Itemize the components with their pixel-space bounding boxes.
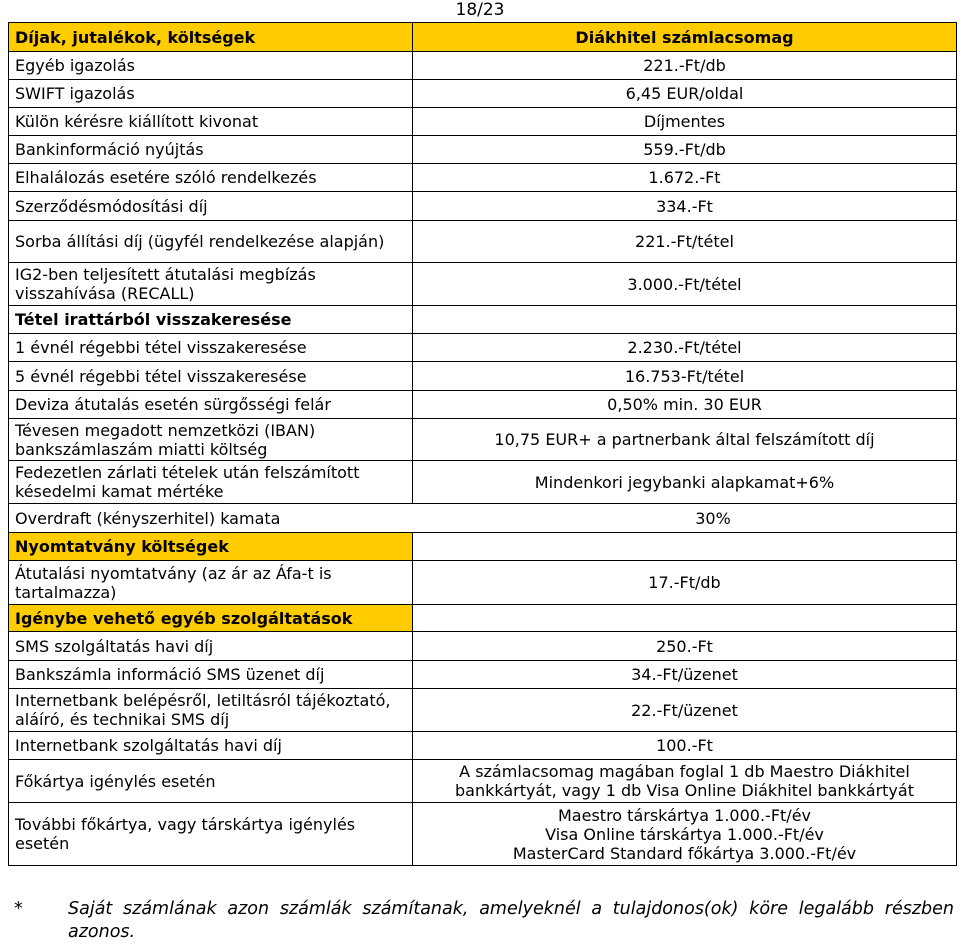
row-value: 22.-Ft/üzenet [413,689,957,732]
section-empty-cell [413,605,957,632]
row-label: Bankszámla információ SMS üzenet díj [9,661,413,689]
table-row [9,419,957,461]
row-label: SWIFT igazolás [9,80,413,108]
header-fees-label: Díjak, jutalékok, költségek [9,23,413,52]
table-row [9,263,957,306]
row-label: Tétel irattárból visszakeresése [9,306,413,334]
row-value: 221.-Ft/db [413,52,957,80]
section-title-other: Igénybe vehető egyéb szolgáltatások [9,605,413,632]
row-label: Bankinformáció nyújtás [9,136,413,164]
table-row [9,52,957,80]
card-extra-line-3: MasterCard Standard főkártya 3.000.-Ft/év [512,843,857,863]
footnote [14,898,954,944]
table-row [9,80,957,108]
table-row [9,108,957,136]
row-value: 34.-Ft/üzenet [413,661,957,689]
row-value: 2.230.-Ft/tétel [413,334,957,362]
row-label: 5 évnél régebbi tétel visszakeresése [9,362,413,391]
row-value: 6,45 EUR/oldal [413,80,957,108]
table-row [9,803,957,866]
row-value: 221.-Ft/tétel [413,221,957,263]
row-value: 17.-Ft/db [413,561,957,605]
row-label: IG2-ben teljesített átutalási megbízás visszahívása (RECALL) [9,263,413,306]
row-label: Internetbank belépésről, letiltásról tájékoztató, aláíró, és technikai SMS díj [9,689,413,732]
table-row [9,461,957,504]
table-row [9,561,957,605]
card-extra-line-1: Maestro társkártya 1.000.-Ft/év [558,805,811,825]
table-row [9,221,957,263]
section-title-print: Nyomtatvány költségek [9,533,413,561]
row-value: 559.-Ft/db [413,136,957,164]
table-row [9,689,957,732]
row-label: Deviza átutalás esetén sürgősségi felár [9,391,413,419]
page-number: 18/23 [455,0,505,20]
row-label: Szerződésmódosítási díj [9,192,413,221]
row-value: 10,75 EUR+ a partnerbank által felszámított díj [413,419,957,461]
section-empty-cell [413,533,957,561]
fee-table [8,22,957,866]
row-label: Fedezetlen zárlati tételek után felszámított késedelmi kamat mértéke [9,461,413,504]
overdraft-row [9,504,957,533]
row-value: 100.-Ft [413,732,957,760]
row-value [413,803,957,866]
table-row [9,661,957,689]
row-value: Díjmentes [413,108,957,136]
row-value: 16.753-Ft/tétel [413,362,957,391]
table-row [9,362,957,391]
table-header-row [9,23,957,52]
row-label: SMS szolgáltatás havi díj [9,632,413,661]
row-label: Internetbank szolgáltatás havi díj [9,732,413,760]
table-row [9,391,957,419]
table-row [9,334,957,362]
row-value [413,760,957,803]
table-row [9,164,957,192]
row-value: 30% [695,508,731,528]
row-value: 1.672.-Ft [413,164,957,192]
table-row [9,504,957,533]
table-row [9,136,957,164]
row-value: 0,50% min. 30 EUR [413,391,957,419]
card-main-line-1: A számlacsomag magában foglal 1 db Maestro Diákhitel [459,762,910,781]
row-label: Átutalási nyomtatvány (az ár az Áfa-t is tartalmazza) [9,561,413,605]
table-row [9,760,957,803]
footnote-text: Saját számlának azon számlák számítanak, amelyeknél a tulajdonos(ok) köre legalább részben azonos. [68,899,954,942]
row-label: Főkártya igénylés esetén [9,760,413,803]
row-label: Tévesen megadott nemzetközi (IBAN) bankszámlaszám miatti költség [9,419,413,461]
row-value [413,306,957,334]
row-label: Elhalálozás esetére szóló rendelkezés [9,164,413,192]
row-value: 334.-Ft [413,192,957,221]
table-row [9,632,957,661]
row-value: 3.000.-Ft/tétel [413,263,957,306]
row-label: Külön kérésre kiállított kivonat [9,108,413,136]
row-label: 1 évnél régebbi tétel visszakeresése [9,334,413,362]
row-label: További főkártya, vagy társkártya igénylés esetén [9,803,413,866]
card-main-line-2: bankkártyát, vagy 1 db Visa Online Diákhitel bankkártyát [455,781,914,800]
row-label: Egyéb igazolás [9,52,413,80]
table-row [9,306,957,334]
header-package-label: Diákhitel számlacsomag [413,23,957,52]
row-value: Mindenkori jegybanki alapkamat+6% [413,461,957,504]
footnote-marker: * [14,899,23,919]
table-row [9,732,957,760]
section-header-row [9,533,957,561]
table-row [9,192,957,221]
section-header-row [9,605,957,632]
row-label: Sorba állítási díj (ügyfél rendelkezése alapján) [9,221,413,263]
row-label: Overdraft (kényszerhitel) kamata [15,508,281,528]
row-value: 250.-Ft [413,632,957,661]
card-extra-line-2: Visa Online társkártya 1.000.-Ft/év [545,824,824,844]
